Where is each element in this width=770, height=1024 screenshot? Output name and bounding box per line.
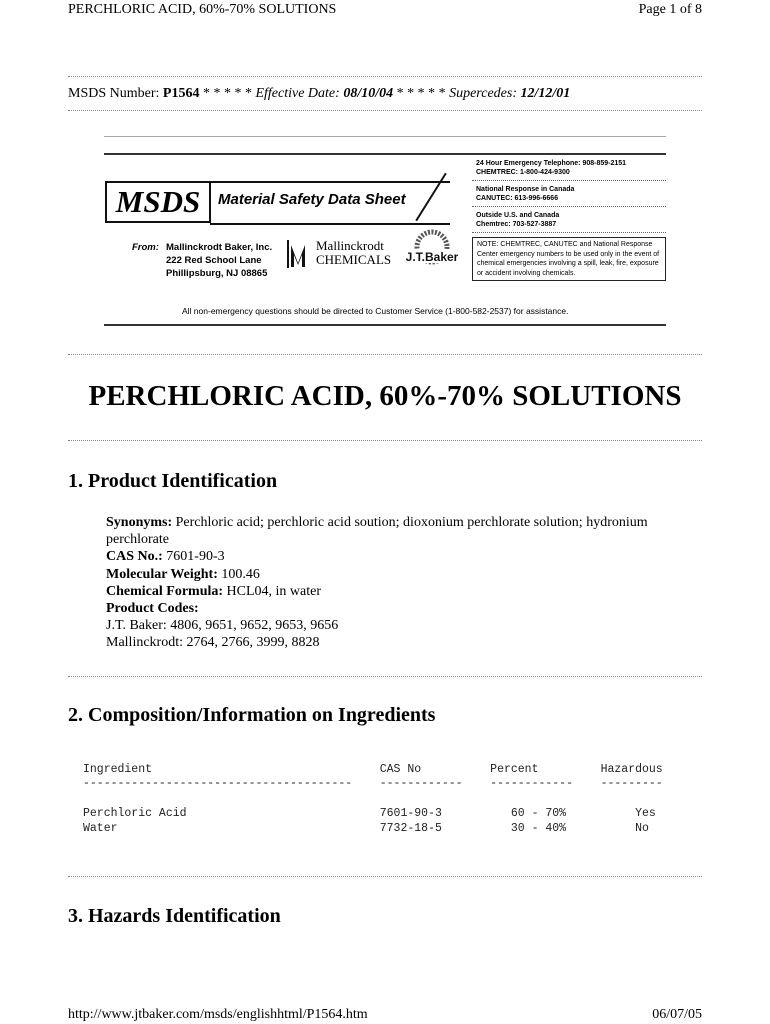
table-row: Perchloric Acid 7601-90-3 60 - 70% Yes — [83, 807, 656, 820]
msds-number: P1564 — [162, 86, 200, 101]
section-heading-product-identification: 1. Product Identification — [68, 470, 278, 492]
footer-date: 06/07/05 — [652, 1007, 702, 1022]
supercedes-date: 12/12/01 — [520, 86, 571, 101]
msds-logo: MSDS — [105, 181, 211, 223]
emergency-contacts: 24 Hour Emergency Telephone: 908-859-2151 CHEMTREC: 1-800-424-9300 National Response in Canada CANUTEC: 613-996-6666 Outside U.S. and Canada Chemtrec: 703-527-3887 NOTE: CHEMTREC, CANUTEC and National Response Center emergency numbers to be used only in the event of chemical emergencies involving a spill, leak, fire, exposure or accident involving chemicals. — [472, 159, 666, 281]
ingredients-table-header: Ingredient CAS No Percent Hazardous — [83, 763, 663, 776]
divider — [68, 110, 702, 111]
divider — [68, 440, 702, 441]
divider — [68, 76, 702, 77]
msds-number-line: MSDS Number: P1564 * * * * * Effective Date: 08/10/04 * * * * * Supercedes: 12/12/01 — [68, 86, 571, 101]
effective-date: 08/10/04 — [343, 86, 394, 101]
customer-service-note: All non-emergency questions should be directed to Customer Service (1-800-582-2537) for assistance. — [182, 306, 569, 316]
emergency-note: NOTE: CHEMTREC, CANUTEC and National Response Center emergency numbers to be used only in the event of chemical emergencies involving a spill, leak, fire, exposure or accident involving chemicals. — [472, 237, 666, 281]
table-row: Water 7732-18-5 30 - 40% No — [83, 822, 649, 835]
product-identification-body: Synonyms: Perchloric acid; perchloric acid soution; dioxonium perchlorate solution; hydronium perchlorate CAS No.: 7601-90-3 Molecular Weight: 100.46 Chemical Formula: HCL04, in water Product Codes: J.T. Baker: 4806, 9651, 9652, 9653, 9656 Mallinckrodt: 2764, 2766, 3999, 8828 — [106, 515, 648, 651]
divider — [68, 676, 702, 677]
divider — [104, 136, 666, 137]
section-heading-hazards: 3. Hazards Identification — [68, 905, 281, 927]
svg-text:J.T.Baker: J.T.Baker — [406, 250, 458, 264]
from-address: From: Mallinckrodt Baker, Inc. 222 Red School Lane Phillipsburg, NJ 08865 — [132, 242, 273, 279]
page-title: PERCHLORIC ACID, 60%-70% SOLUTIONS — [88, 380, 682, 412]
page-number: Page 1 of 8 — [638, 2, 702, 17]
jtbaker-logo-icon — [406, 229, 458, 277]
ingredients-table-rule: --------------------------------------- ------------ ------------ --------- — [83, 777, 663, 790]
divider — [68, 354, 702, 355]
section-heading-composition: 2. Composition/Information on Ingredients — [68, 704, 436, 726]
divider — [68, 876, 702, 877]
msds-title-box: Material Safety Data Sheet — [210, 181, 450, 225]
mallinckrodt-logo-icon — [286, 239, 310, 269]
msds-banner — [104, 153, 666, 325]
company-name: Mallinckrodt CHEMICALS — [316, 238, 392, 267]
running-header-title: PERCHLORIC ACID, 60%-70% SOLUTIONS — [68, 2, 337, 17]
footer-url: http://www.jtbaker.com/msds/englishhtml/P1564.htm — [68, 1007, 368, 1022]
